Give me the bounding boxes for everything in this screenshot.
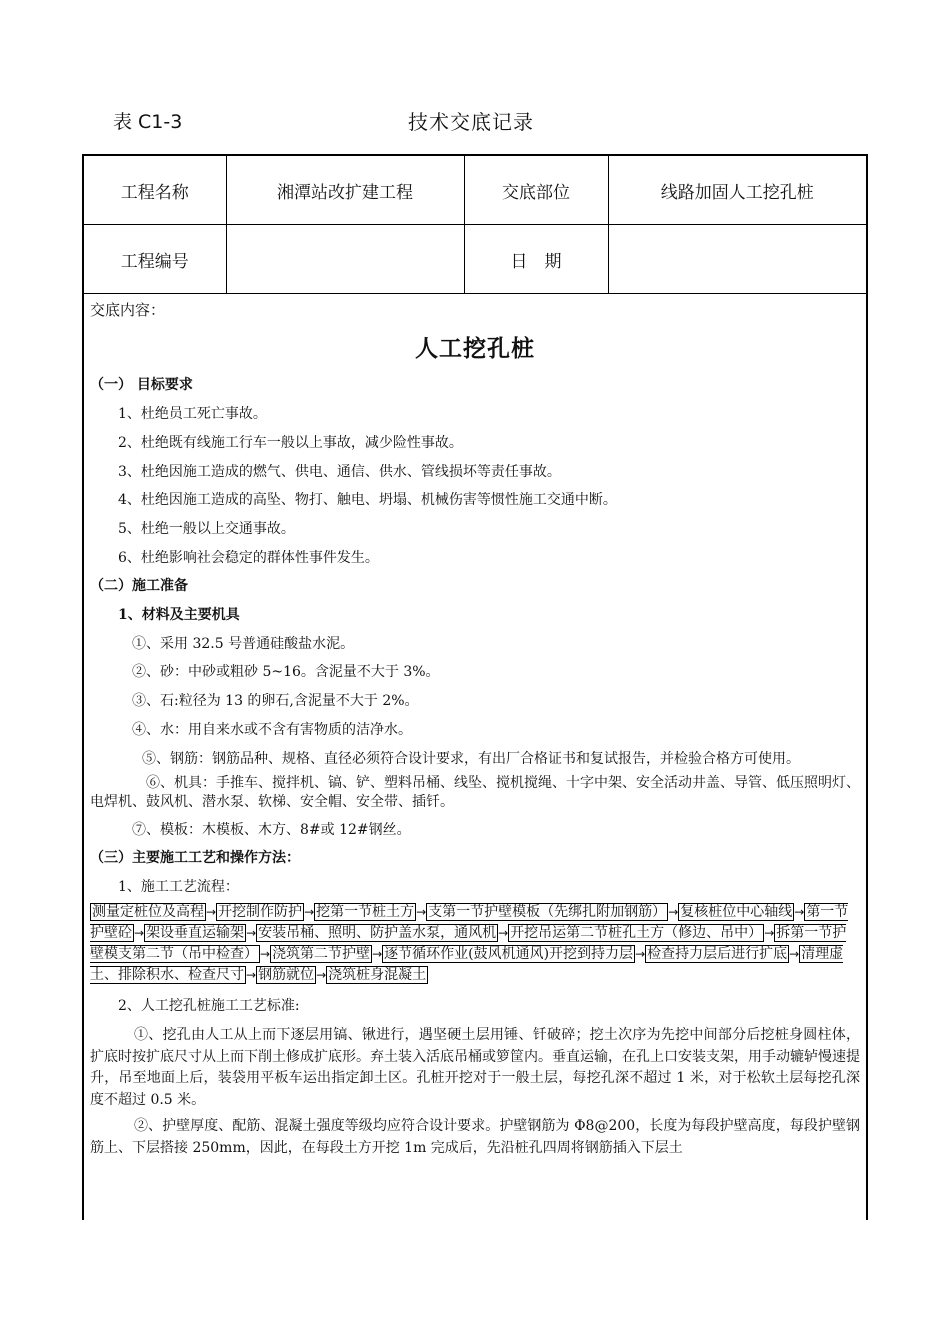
section-1-item: 6、杜绝影响社会稳定的群体性事件发生。 [118,549,379,566]
part-label: 交底部位 [464,156,608,225]
flow-arrow-icon: → [206,904,217,919]
flow-step: 挖第一节桩土方 [316,903,415,920]
section-2-title: （二）施工准备 [90,578,188,595]
flow-step: 逐节循环作业(鼓风机通风)开挖到持力层 [384,945,634,962]
part-value: 线路加固人工挖孔桩 [608,156,866,225]
flow-step: 开挖制作防护 [218,903,303,920]
flow-step: 浇筑桩身混凝土 [328,966,427,983]
process-paragraph-1: ①、挖孔由人工从上而下逐层用镐、锹进行，遇坚硬土层用锤、钎破碎；挖土次序为先挖中间部分后挖桩身圆柱体，扩底时按扩底尺寸从上而下削土修成扩底形。弃土装入活底吊桶或箩筐内。垂直运输，在孔上口安装支架，用手动辘轳慢速提升，吊至地面上后，装袋用平板车运出指定卸土区。孔桩开挖对于一般土层，每挖孔深不超过 1 米，对于松软土层每挖孔深度不超过 0.5 米。 [90,1027,860,1108]
flow-step: 开挖吊运第二节桩孔土方（修边、吊中） [510,924,763,941]
document-title: 技术交底记录 [408,110,534,134]
flow-arrow-icon: → [789,946,800,961]
flow-step: 清理虚土、排除积水、检查尺寸 [90,945,844,983]
process-flow [90,902,860,986]
section-1-item: 5、杜绝一般以上交通事故。 [118,520,295,537]
flow-step: 测量定桩位及高程 [92,903,204,920]
record-frame [82,154,868,1220]
material-item: ①、采用 32.5 号普通硅酸盐水泥。 [132,635,355,652]
section-1-item: 3、杜绝因施工造成的燃气、供电、通信、供水、管线损坏等责任事故。 [118,463,561,480]
project-name-label: 工程名称 [84,156,226,225]
content-label: 交底内容： [90,301,166,319]
flow-arrow-icon: → [668,904,679,919]
flow-step: 浇筑第二节护壁 [272,945,371,962]
form-number: 表 C1-3 [113,111,183,133]
date-value [608,225,866,294]
flow-step: 第一节护壁砼 [90,903,849,941]
project-name-value: 湘潭站改扩建工程 [226,156,464,225]
material-item-formwork: ⑦、模板：木模板、木方、8#或 12#钢丝。 [132,821,411,838]
section-1-title: （一） 目标要求 [90,377,193,394]
material-item: ②、砂：中砂或粗砂 5~16。含泥量不大于 3%。 [132,664,440,681]
disclosure-content [84,296,866,1159]
material-item-rebar: ⑤、钢筋：钢筋品种、规格、直径必须符合设计要求，有出厂合格证书和复试报告，并检验合格方可使用。 [142,750,800,767]
material-item-tools: ⑥、机具：手推车、搅拌机、镐、铲、塑料吊桶、线坠、搅机搅绳、十字中架、安全活动井盖、导管、低压照明灯、电焊机、鼓风机、潜水泵、软梯、安全帽、安全带、插钎。 [90,774,860,810]
section-2-subtitle: 1、材料及主要机具 [118,607,240,624]
content-title: 人工挖孔桩 [415,334,535,362]
flow-step: 支第一节护壁模板（先绑扎附加钢筋） [428,903,667,920]
info-row-2 [84,225,866,294]
flow-arrow-icon: → [372,946,383,961]
info-row-1 [84,156,866,225]
section-3-title: （三）主要施工工艺和操作方法： [90,850,300,867]
flow-arrow-icon: → [304,904,315,919]
flow-arrow-icon: → [316,967,327,982]
section-1-item: 4、杜绝因施工造成的高坠、物打、触电、坍塌、机械伤害等惯性施工交通中断。 [118,492,617,509]
flow-arrow-icon: → [794,904,805,919]
flow-arrow-icon: → [246,967,257,982]
flow-arrow-icon: → [416,904,427,919]
process-paragraph-2: ②、护壁厚度、配筋、混凝土强度等级均应符合设计要求。护壁钢筋为 Φ8@200，长度为每段护壁高度，每段护壁钢筋上、下层搭接 250mm，因此，在每段土方开挖 1m 完成后，先沿桩孔四周将钢筋插入下层土 [90,1118,860,1156]
flow-arrow-icon: → [134,925,145,940]
date-label: 日 期 [464,225,608,294]
section-1-item: 1、杜绝员工死亡事故。 [118,406,267,423]
flow-step: 复核桩位中心轴线 [680,903,793,920]
project-no-label: 工程编号 [84,225,226,294]
material-item: ④、水：用自来水或不含有害物质的洁净水。 [132,721,412,738]
material-item: ③、石:粒径为 13 的卵石,含泥量不大于 2%。 [132,693,419,710]
info-table [84,156,866,294]
flow-step: 架设垂直运输架 [146,924,245,941]
flow-step: 拆第一节护壁模支第二节（吊中检查） [90,924,847,962]
flow-step: 安装吊桶、照明、防护盖水泵，通风机 [258,924,497,941]
flow-arrow-icon: → [498,925,509,940]
section-3-subtitle-2: 2、人工挖孔桩施工工艺标准: [118,997,300,1014]
flow-arrow-icon: → [764,925,775,940]
flow-arrow-icon: → [260,946,271,961]
flow-arrow-icon: → [635,946,646,961]
section-1-item: 2、杜绝既有线施工行车一般以上事故，减少险性事故。 [118,434,463,451]
flow-arrow-icon: → [246,925,257,940]
section-3-subtitle-1: 1、施工工艺流程： [118,878,239,895]
flow-step: 钢筋就位 [258,966,315,983]
flow-step: 检查持力层后进行扩底 [647,945,788,962]
project-no-value [226,225,464,294]
